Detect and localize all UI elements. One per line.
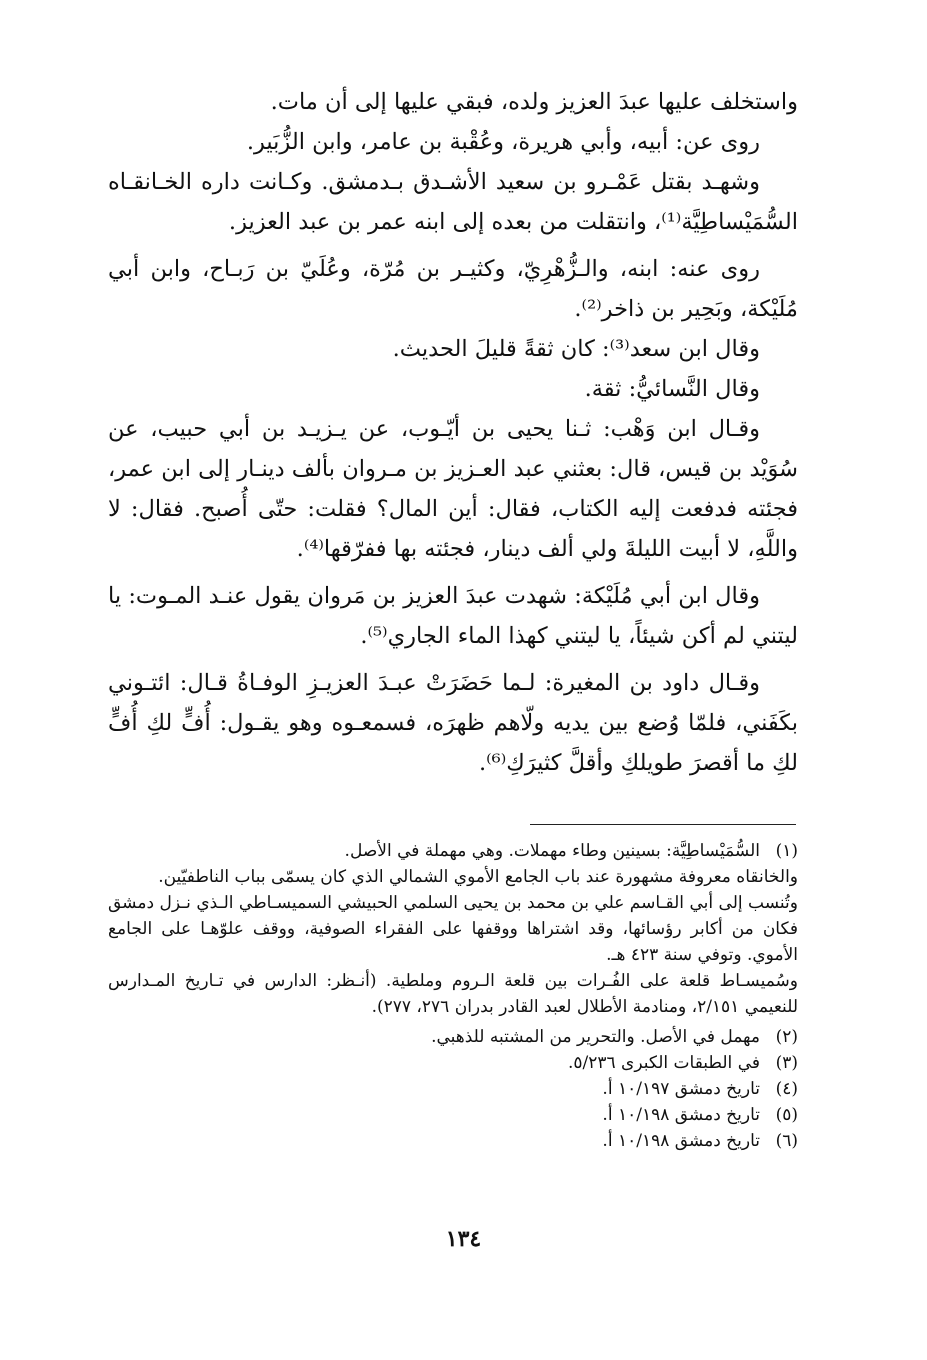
footnote-number: (٤) — [775, 1079, 798, 1099]
footnote-number: (٣) — [775, 1053, 798, 1073]
footnotes — [108, 838, 798, 1154]
footnote-text: مهمل في الأصل. والتحرير من المشتبه للذهبي. — [431, 1027, 760, 1047]
footnote-text: تاريخ دمشق ١٠/١٩٨ أ. — [602, 1131, 760, 1151]
paragraph: وشهـد بقتل عَمْـرو بن سعيد الأشـدق بـدمشق. وكـانت داره الخـانقـاه السُّمَيْساطِيَّة⁽¹⁾، وانتقلت من بعده إلى ابنه عمر بن عبد العزيز. — [108, 169, 798, 235]
footnote-separator — [530, 824, 796, 825]
footnote-number: (٢) — [775, 1027, 798, 1047]
footnote-5 — [108, 1102, 798, 1128]
footnote-number: (٦) — [775, 1131, 798, 1151]
footnote-4 — [108, 1076, 798, 1102]
footnote-3 — [108, 1050, 798, 1076]
footnote-text: وسُميسـاط قلعة على الفُـرات بين قلعة الـروم وملطية. (أنـظر: الدارس في تـاريخ المـدارس للنعيمي ٢/١٥١، ومنادمة الأطلال لعبد القادر بدران ٢٧٦، ٢٧٧). — [108, 971, 798, 1017]
paragraph: وقال ابن سعد⁽³⁾: كان ثقةً قليلَ الحديث. — [392, 336, 760, 362]
paragraph: وقـال داود بن المغيرة: لـما حَضَرَتْ عبـدَ العزيـزِ الوفـاةُ قـال: ائتـوني بكَفَني، فلمّا وُضع بين يديه ولّاهم ظهرَه، فسمعـوه وهو يقـول: أُفٍّ لكِ أُفٍّ لكِ ما أقصرَ طويلكِ وأقلَّ كثيرَكِ⁽⁶⁾. — [108, 670, 798, 776]
footnote-1 — [108, 838, 798, 864]
paragraph: وقال النَّسائيُّ: ثقة. — [584, 376, 760, 402]
paragraph: وقـال ابن وَهْب: ثـنا يحيى بن أيّـوب، عن يـزيـد بن أبي حبيب، عن سُوَيْد بن قيس، قال: بعثني عبد العـزيز بن مـروان بألف دينـار إلى ابن عمر، فجئته فدفعت إليه الكتاب، فقال: أين المال؟ فقلت: حتّى أُصبح. فقال: لا واللَّهِ، لا أبيت الليلةَ ولي ألف دينار، فجئته بها ففرّقها⁽⁴⁾. — [108, 416, 798, 562]
footnote-6 — [108, 1128, 798, 1154]
footnote-text: والخانقاه معروفة مشهورة عند باب الجامع الأموي الشمالي الذي كان يسمّى بباب الناطفيّين. — [158, 867, 798, 887]
footnote-text: تاريخ دمشق ١٠/١٩٧ أ. — [602, 1079, 760, 1099]
paragraph: واستخلف عليها عبدَ العزيز ولده، فبقي عليها إلى أن مات. — [270, 89, 798, 115]
footnote-number: (٥) — [775, 1105, 798, 1125]
footnote-2 — [108, 1024, 798, 1050]
main-text — [108, 82, 798, 783]
paragraph: وقال ابن أبي مُلَيْكة: شهدت عبدَ العزيز بن مَروان يقول عنـد المـوت: يا ليتني لم أكن شيئاً، يا ليتني كهذا الماء الجاري⁽⁵⁾. — [108, 583, 798, 649]
footnote-text: وتُنسب إلى أبي القـاسم علي بن محمد بن يحيى السلمي الحبيشي السميسـاطي الـذي نـزل دمشق فكان من أكابر رؤسائها، وقد اشتراها ووقفها على الفقراء الصوفية، ووقف علوّهـا على الجامع الأموي. وتوفي سنة ٤٢٣ هـ. — [108, 893, 798, 965]
footnote-number: (١) — [775, 841, 798, 861]
paragraph: روى عن: أبيه، وأبي هريرة، وعُقْبة بن عامر، وابن الزُّبَير. — [246, 129, 760, 155]
footnote-text: تاريخ دمشق ١٠/١٩٨ أ. — [602, 1105, 760, 1125]
footnote-text: السُّمَيْساطِيَّة: بسينين وطاء مهملات. وهي مهملة في الأصل. — [344, 841, 760, 861]
paragraph: روى عنه: ابنه، والـزُّهْرِيّ، وكثيـر بن مُرّة، وعُلَيّ بن رَبـاح، وابن أبي مُلَيْكة، وبَحِير بن ذاخر⁽²⁾. — [108, 256, 798, 322]
page-number: ١٣٤ — [445, 1226, 482, 1252]
footnote-text: في الطبقات الكبرى ٥/٢٣٦. — [567, 1053, 760, 1073]
